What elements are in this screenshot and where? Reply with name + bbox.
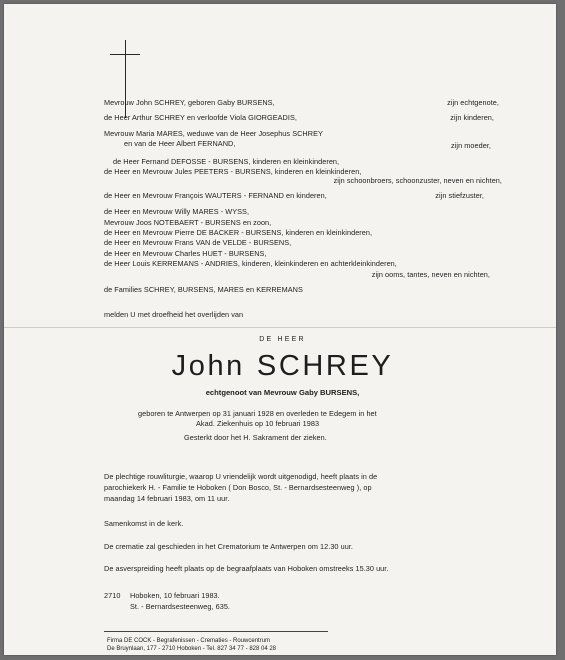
- family-line: de Heer en Mevrouw Jules PEETERS - BURSENS, kinderen en kleinkinderen,: [104, 167, 362, 176]
- family-relation: zijn schoonbroers, schoonzuster, neven en nichten,: [333, 176, 502, 185]
- family-line: de Heer en Mevrouw François WAUTERS - FERNAND en kinderen,: [104, 191, 327, 200]
- family-line: de Heer Fernand DEFOSSE - BURSENS, kinderen en kleinkinderen,: [113, 157, 340, 166]
- cross-icon-bar: [110, 54, 140, 55]
- place-date: Hoboken, 10 februari 1983.: [130, 591, 220, 600]
- scattering-line: De asverspreiding heeft plaats op de begraafplaats van Hoboken omstreeks 15.30 uur.: [104, 564, 389, 573]
- gathering-line: Samenkomst in de kerk.: [104, 519, 184, 528]
- announcement-text: melden U met droefheid het overlijden van: [104, 310, 244, 319]
- birth-death-line: Akad. Ziekenhuis op 10 februari 1983: [196, 419, 320, 428]
- family-line: de Heer Arthur SCHREY en verloofde Viola GIORGEADIS,: [104, 113, 297, 122]
- birth-death-line: geboren te Antwerpen op 31 januari 1928 en overleden te Edegem in het: [138, 409, 377, 418]
- family-line: de Heer en Mevrouw Pierre DE BACKER - BURSENS, kinderen en kleinkinderen,: [104, 228, 373, 237]
- family-line: Mevrouw Joos NOTEBAERT - BURSENS en zoon,: [104, 218, 272, 227]
- liturgy-line: parochiekerk H. - Familie te Hoboken ( Don Bosco, St. - Bernardsesteenweg ), op: [104, 483, 372, 492]
- family-line: en van de Heer Albert FERNAND,: [124, 139, 236, 148]
- funeral-home-address: De Bruynlaan, 177 - 2710 Hoboken - Tel. 827 34 77 - 828 04 28: [107, 646, 277, 653]
- liturgy-line: De plechtige rouwliturgie, waarop U vriendelijk wordt uitgenodigd, heeft plaats in de: [104, 472, 378, 481]
- home-address: St. - Bernardsesteenweg, 635.: [130, 602, 231, 611]
- deceased-first-name: John: [171, 350, 245, 382]
- family-line: Mevrouw John SCHREY, geboren Gaby BURSENS,: [104, 98, 275, 107]
- family-line: Mevrouw Maria MARES, weduwe van de Heer Josephus SCHREY: [104, 129, 323, 138]
- family-line: de Heer en Mevrouw Willy MARES - WYSS,: [104, 207, 250, 216]
- liturgy-line: maandag 14 februari 1983, om 11 uur.: [104, 494, 230, 503]
- family-relation: zijn kinderen,: [450, 113, 494, 122]
- family-line: de Heer en Mevrouw Frans VAN de VELDE - BURSENS,: [104, 238, 292, 247]
- sacrament-line: Gesterkt door het H. Sakrament der zieken.: [184, 433, 327, 442]
- deceased-name: [0, 350, 565, 383]
- family-relation: zijn stiefzuster,: [435, 191, 484, 200]
- divider: [104, 631, 328, 632]
- family-line: de Families SCHREY, BURSENS, MARES en KERREMANS: [104, 285, 303, 294]
- deceased-last-name: SCHREY: [256, 350, 394, 382]
- funeral-home-name: Firma DE COCK - Begrafenissen - Crematies - Rouwcentrum: [107, 638, 271, 644]
- spouse-line: echtgenoot van Mevrouw Gaby BURSENS,: [205, 388, 360, 397]
- family-relation: zijn echtgenote,: [447, 98, 499, 107]
- honorific: DE HEER: [259, 336, 306, 343]
- family-line: de Heer Louis KERREMANS - ANDRIES, kinderen, kleinkinderen en achterkleinkinderen,: [104, 259, 397, 268]
- card-fold-line: [4, 327, 556, 328]
- funeral-home: [107, 637, 276, 653]
- cremation-line: De crematie zal geschieden in het Crematorium te Antwerpen om 12.30 uur.: [104, 542, 353, 551]
- family-relation: zijn ooms, tantes, neven en nichten,: [371, 270, 490, 279]
- postcode: 2710: [104, 591, 121, 600]
- family-line: de Heer en Mevrouw Charles HUET - BURSENS,: [104, 249, 267, 258]
- family-relation: zijn moeder,: [451, 141, 491, 150]
